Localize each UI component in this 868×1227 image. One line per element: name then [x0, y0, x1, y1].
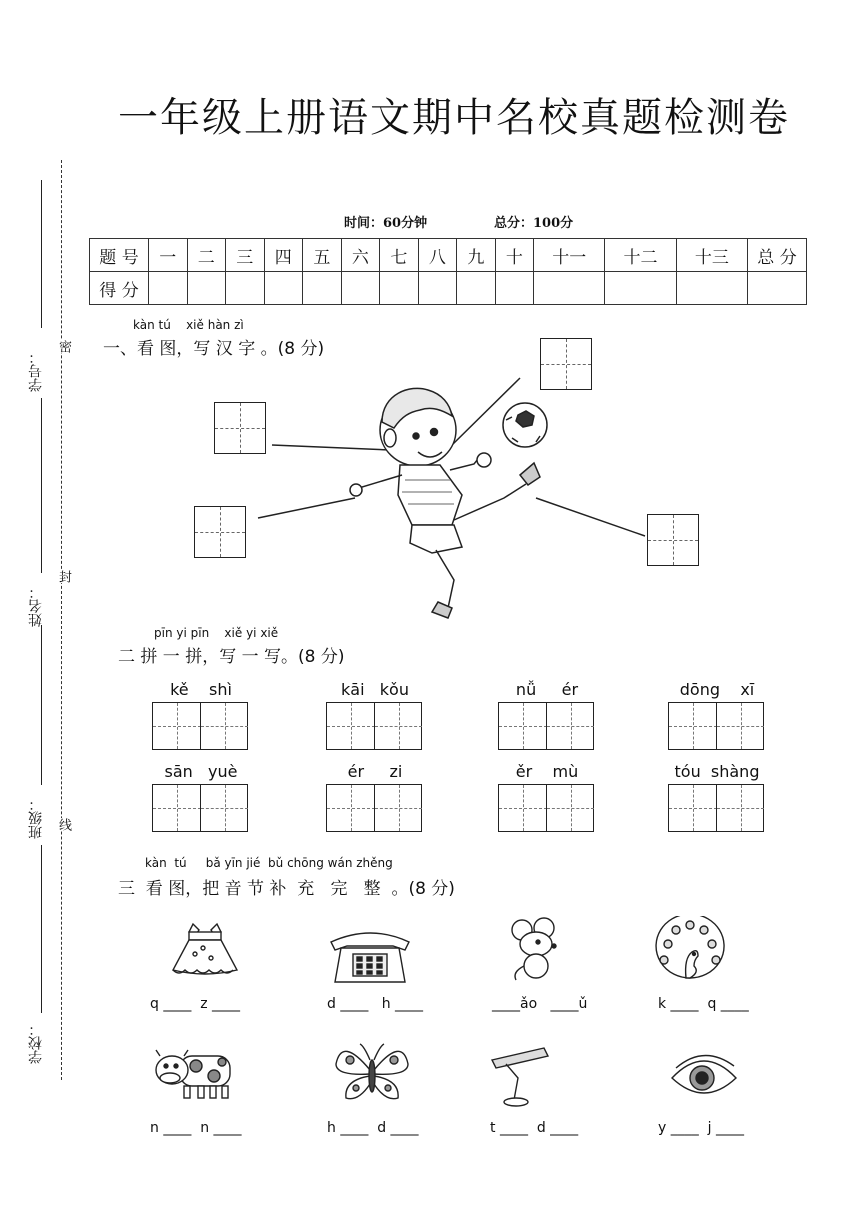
blank-mouse[interactable]: ____ǎo ____ǔ [492, 996, 588, 1012]
score-row-label: 得 分 [90, 272, 149, 305]
telephone-icon [325, 924, 415, 986]
score-cell[interactable] [748, 272, 807, 305]
score-cell[interactable] [676, 272, 747, 305]
score-cell[interactable] [534, 272, 605, 305]
score-cell[interactable] [187, 272, 226, 305]
header-cell: 四 [264, 239, 303, 272]
blank-desk-lamp[interactable]: t ____ d ____ [490, 1120, 579, 1136]
header-cell: 八 [418, 239, 457, 272]
eye-icon [668, 1048, 740, 1104]
skirt-icon [165, 918, 245, 980]
header-cell: 十一 [534, 239, 605, 272]
header-cell: 六 [341, 239, 380, 272]
blank-butterfly[interactable]: h ____ d ____ [327, 1120, 419, 1136]
school-label: 学校： [28, 1022, 44, 1064]
pinyin-word: ěr mù [515, 762, 579, 781]
desk-lamp-icon [488, 1044, 552, 1108]
score-cell[interactable] [605, 272, 676, 305]
header-cell: 总 分 [748, 239, 807, 272]
name-label: 姓名： [28, 585, 44, 627]
pinyin-word: tóu shàng [674, 762, 760, 781]
exam-total: 总分：100分 [494, 216, 574, 231]
writing-pair-box[interactable] [668, 784, 764, 832]
seal-mark-xian: 线 [56, 818, 71, 831]
writing-pair-box[interactable] [152, 784, 248, 832]
butterfly-icon [332, 1042, 412, 1106]
writing-pair-box[interactable] [498, 784, 594, 832]
seal-mark-feng: 封 [56, 570, 71, 583]
pinyin-word: kāi kǒu [341, 680, 409, 699]
header-cell: 九 [457, 239, 496, 272]
student-id-label: 学号： [28, 350, 44, 392]
writing-pair-box[interactable] [668, 702, 764, 750]
section2-heading: 二 拼 一 拼，写 一 写。(8 分) [118, 647, 345, 667]
header-cell: 三 [226, 239, 265, 272]
blank-telephone[interactable]: d ____ h ____ [327, 996, 424, 1012]
header-cell: 十二 [605, 239, 676, 272]
score-table [89, 238, 807, 305]
score-cell[interactable] [264, 272, 303, 305]
header-cell: 题 号 [90, 239, 149, 272]
score-cell[interactable] [495, 272, 534, 305]
section3-heading: 三 看 图，把 音 节 补 充 完 整 。(8 分) [118, 879, 455, 899]
writing-pair-box[interactable] [498, 702, 594, 750]
header-cell: 七 [380, 239, 419, 272]
score-cell[interactable] [226, 272, 265, 305]
class-label: 班级： [28, 797, 44, 839]
section1-heading: 一、看 图，写 汉 字 。(8 分) [103, 339, 325, 359]
writing-pair-box[interactable] [326, 784, 422, 832]
pinyin-word: nǚ ér [515, 680, 579, 699]
blank-skirt[interactable]: q ____ z ____ [150, 996, 241, 1012]
cow-icon [152, 1046, 238, 1102]
binding-strip [0, 0, 80, 1227]
section1-pinyin: kàn tú xiě hàn zì [133, 318, 244, 332]
score-table-header-row [90, 239, 807, 272]
boy-kicking-ball-illustration [240, 370, 660, 620]
score-cell[interactable] [380, 272, 419, 305]
pinyin-word: sān yuè [164, 762, 238, 781]
score-cell[interactable] [149, 272, 188, 305]
mouse-icon [508, 916, 572, 982]
header-cell: 十 [495, 239, 534, 272]
section3-pinyin: kàn tú bǎ yīn jié bǔ chōng wán zhěng [145, 856, 393, 870]
seal-mark-mi: 密 [56, 340, 71, 353]
dashed-seal-line [61, 160, 62, 1080]
section2-pinyin: pīn yi pīn xiě yi xiě [154, 626, 279, 640]
blank-peacock[interactable]: k ____ q ____ [658, 996, 749, 1012]
pinyin-word: kě shì [170, 680, 232, 699]
header-cell: 一 [149, 239, 188, 272]
writing-box-hand[interactable] [194, 506, 246, 558]
header-cell: 五 [303, 239, 342, 272]
score-cell[interactable] [303, 272, 342, 305]
exam-time: 时间：60分钟 [344, 216, 428, 231]
page-title: 一年级上册语文期中名校真题检测卷 [118, 95, 790, 141]
pinyin-word: dōng xī [679, 680, 755, 699]
blank-eye[interactable]: y ____ j ____ [658, 1120, 744, 1136]
score-cell[interactable] [457, 272, 496, 305]
writing-pair-box[interactable] [152, 702, 248, 750]
score-cell[interactable] [341, 272, 380, 305]
peacock-icon [652, 916, 728, 984]
score-table-score-row [90, 272, 807, 305]
score-cell[interactable] [418, 272, 457, 305]
header-cell: 二 [187, 239, 226, 272]
blank-cow[interactable]: n ____ n ____ [150, 1120, 242, 1136]
writing-pair-box[interactable] [326, 702, 422, 750]
pinyin-word: ér zi [347, 762, 403, 781]
header-cell: 十三 [676, 239, 747, 272]
